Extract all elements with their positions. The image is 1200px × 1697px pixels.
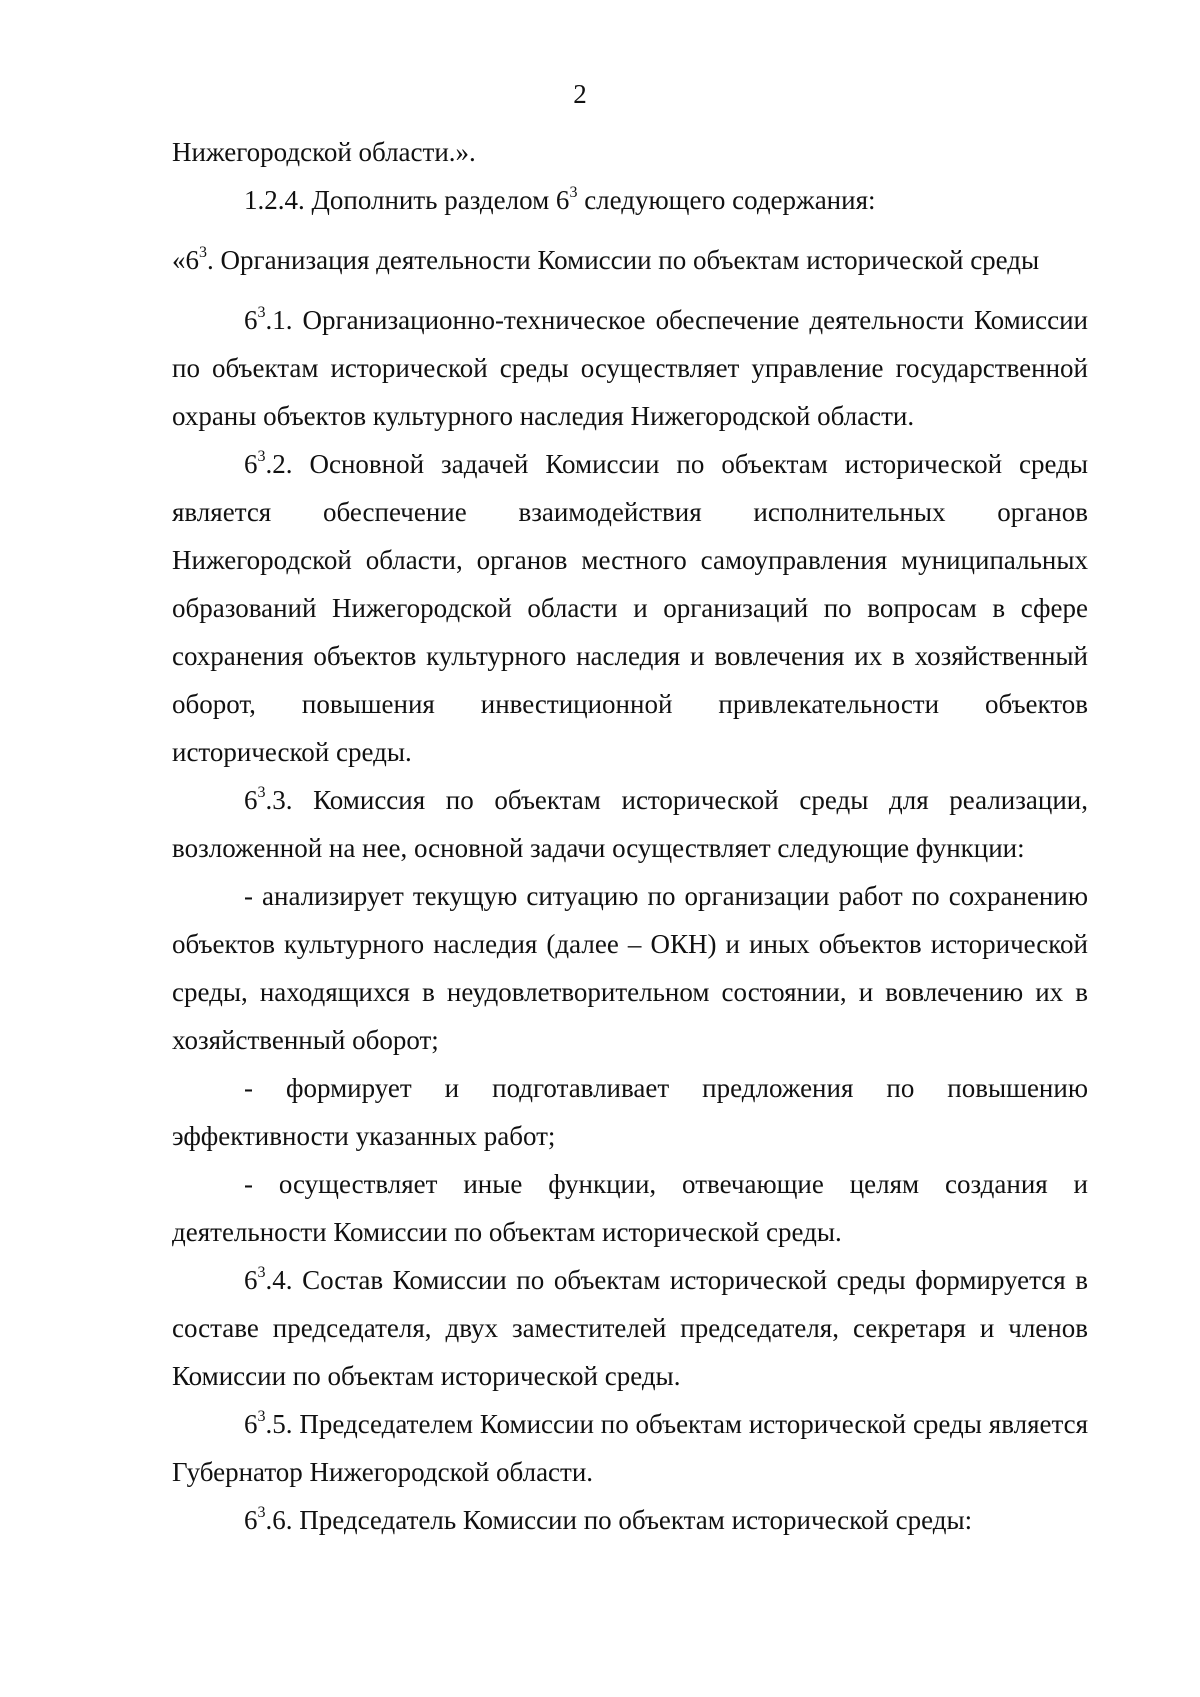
paragraph-6-3-3: $6^3.3$. Комиссия по объектам исторической среды для реализации, возложенной на нее, основной задачи осуществляет следующие функции:	[172, 784, 1088, 863]
paragraph-6-3-5: $6^3.5$. Председателем Комиссии по объектам исторической среды является Губернатор Нижегородской области.	[172, 1408, 1088, 1487]
list-item: - формирует и подготавливает предложения по повышению эффективности указанных работ;	[172, 1073, 1088, 1151]
document-body	[172, 128, 1088, 1544]
paragraph-6-3-1: $6^3.1$. Организационно-техническое обеспечение деятельности Комиссии по объектам исторической среды осуществляет управление государственной охраны объектов культурного наследия Нижегородской области.	[172, 304, 1088, 431]
continuation-line: Нижегородской области.».	[172, 137, 476, 167]
section-heading: «$6^3$. Организация деятельности Комиссии по объектам исторической среды	[172, 244, 1040, 275]
list-item: - осуществляет иные функции, отвечающие целям создания и деятельности Комиссии по объектам исторической среды.	[172, 1169, 1088, 1247]
paragraph-6-3-2: $6^3.2$. Основной задачей Комиссии по объектам исторической среды является обеспечение взаимодействия исполнительных органов Нижегородской области, органов местного самоуправления муниципальных образований Нижегородской области и организаций по вопросам в сфере сохранения объектов культурного наследия и вовлечения их в хозяйственный оборот, повышения инвестиционной привлекательности объектов исторической среды.	[172, 448, 1088, 767]
paragraph-6-3-4: $6^3.4$. Состав Комиссии по объектам исторической среды формируется в составе председателя, двух заместителей председателя, секретаря и членов Комиссии по объектам исторической среды.	[172, 1264, 1088, 1391]
page-number: 2	[573, 79, 587, 109]
list-item: - анализирует текущую ситуацию по организации работ по сохранению объектов культурного наследия (далее – ОКН) и иных объектов исторической среды, находящихся в неудовлетворительном состоянии, и вовлечению их в хозяйственный оборот;	[172, 881, 1088, 1055]
clause-1-2-4: 1.2.4. Дополнить разделом $6^3$ следующего содержания:	[244, 184, 876, 215]
paragraph-6-3-6: $6^3.6$. Председатель Комиссии по объектам исторической среды:	[244, 1504, 973, 1535]
